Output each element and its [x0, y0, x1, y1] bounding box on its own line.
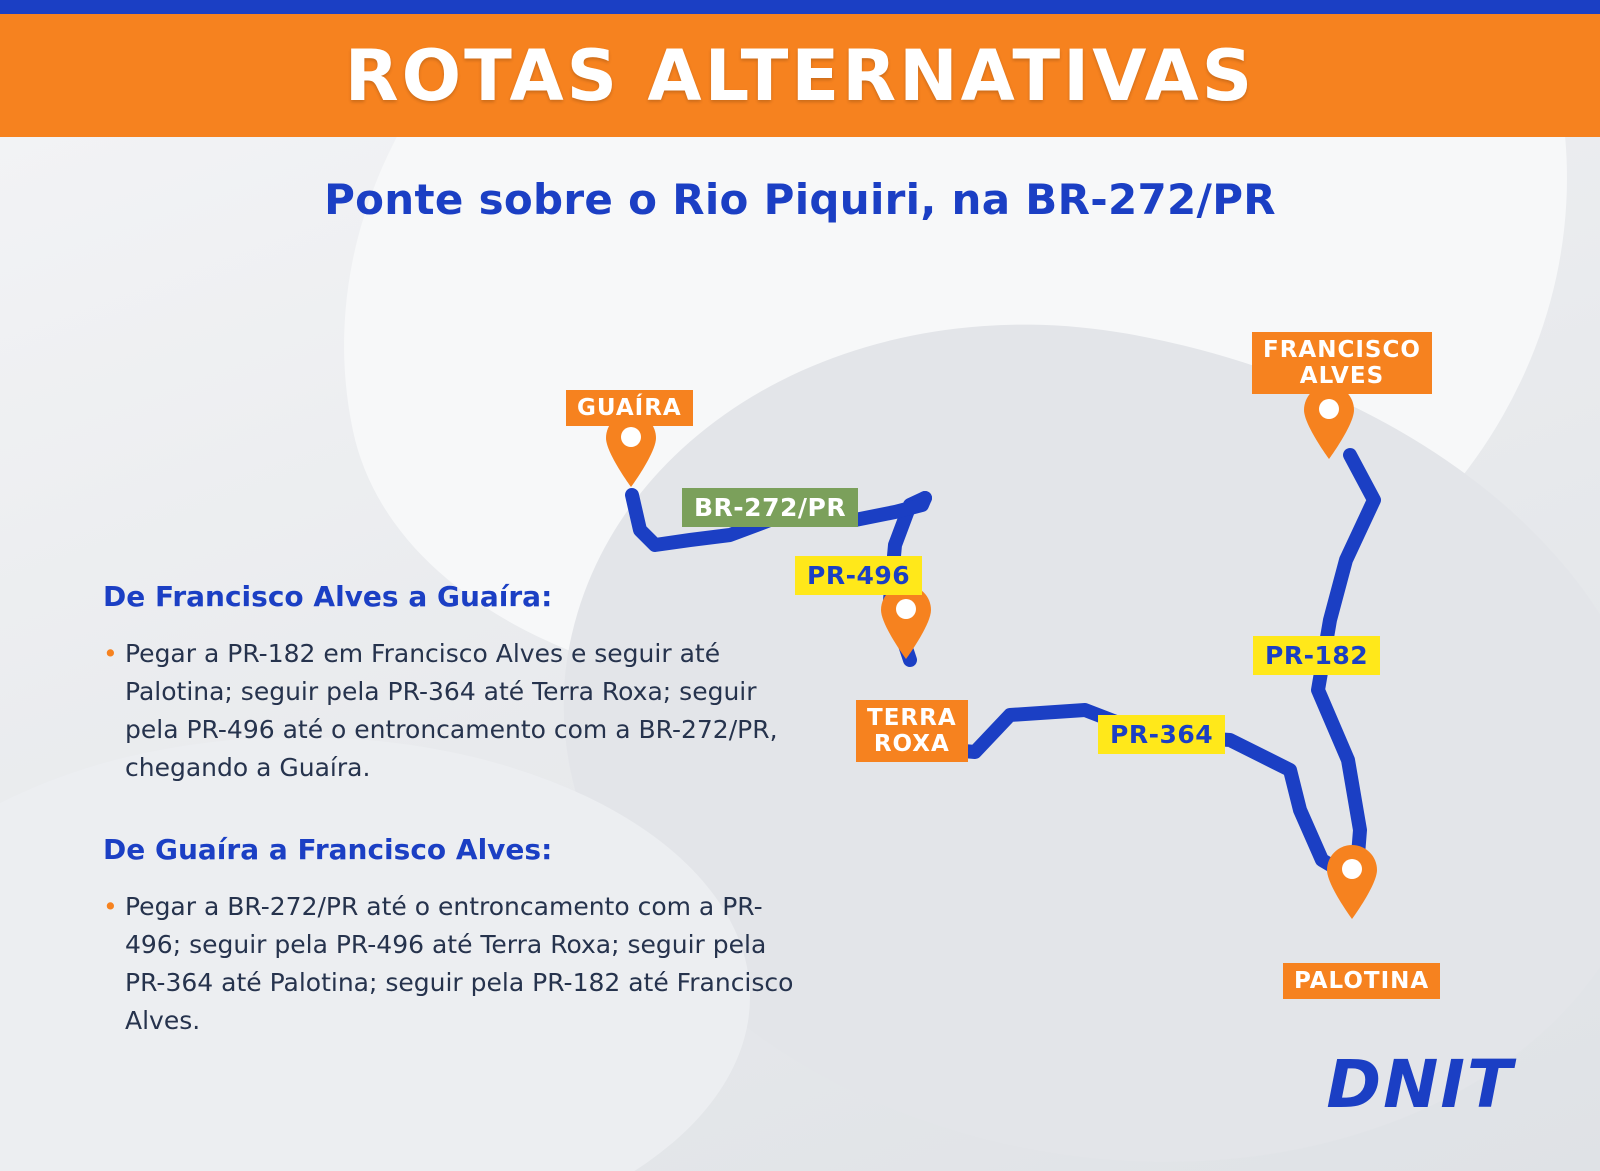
directions-panel [103, 580, 803, 1086]
section-heading-guaira-to-francisco: De Guaíra a Francisco Alves: [103, 833, 553, 866]
road-label-pr-496: PR-496 [795, 556, 922, 595]
city-label-palotina-line1: PALOTINA [1294, 968, 1430, 994]
city-label-terra-roxa-line1: TERRA [867, 705, 957, 731]
top-accent-bar [0, 0, 1600, 14]
city-label-terra-roxa [856, 700, 968, 762]
map-pin-terra-roxa[interactable] [879, 585, 933, 659]
section-heading-francisco-to-guaira: De Francisco Alves a Guaíra: [103, 580, 553, 613]
page-title: ROTAS ALTERNATIVAS [344, 34, 1256, 117]
bullet-icon: • [103, 639, 118, 668]
city-label-francisco-alves-line1: FRANCISCO [1263, 337, 1421, 363]
road-label-pr-182: PR-182 [1253, 636, 1380, 675]
section-body-text-1: Pegar a PR-182 em Francisco Alves e seguir até Palotina; seguir pela PR-364 até Terra Roxa; seguir pela PR-496 até o entroncamento com a BR-272/PR, chegando a Guaíra. [125, 639, 778, 782]
road-label-pr-364: PR-364 [1098, 715, 1225, 754]
section-body-francisco-to-guaira [103, 635, 803, 787]
title-banner [0, 14, 1600, 137]
map-pin-palotina[interactable] [1325, 845, 1379, 919]
city-label-francisco-alves [1252, 332, 1432, 394]
section-body-guaira-to-francisco [103, 888, 803, 1040]
dnit-logo: DNIT [1326, 1046, 1514, 1123]
road-label-br-272: BR-272/PR [682, 488, 858, 527]
city-label-guaira-line1: GUAÍRA [577, 395, 682, 421]
page-subtitle: Ponte sobre o Rio Piquiri, na BR-272/PR [324, 175, 1276, 224]
city-label-terra-roxa-line2: ROXA [873, 731, 950, 758]
city-label-guaira [566, 390, 693, 426]
city-label-palotina [1283, 963, 1440, 999]
bullet-icon: • [103, 892, 118, 921]
section-body-text-2: Pegar a BR-272/PR até o entroncamento com a PR-496; seguir pela PR-496 até Terra Roxa; seguir pela PR-364 até Palotina; seguir pela PR-182 até Francisco Alves. [125, 892, 794, 1035]
map-pin-francisco-alves[interactable] [1302, 385, 1356, 459]
city-label-francisco-alves-line2: ALVES [1299, 363, 1385, 390]
